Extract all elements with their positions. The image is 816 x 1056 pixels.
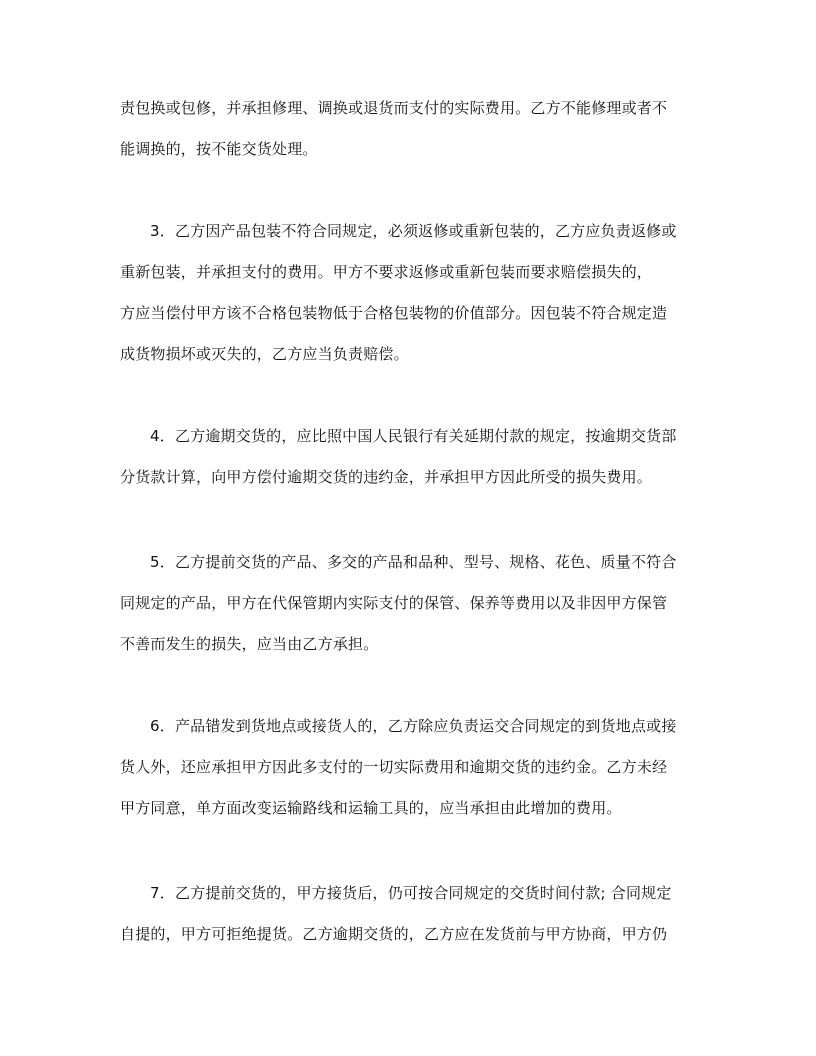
text-line: 甲方同意，单方面改变运输路线和运输工具的，应当承担由此增加的费用。 — [120, 799, 622, 817]
text-line: 货人外，还应承担甲方因此多支付的一切实际费用和逾期交货的违约金。乙方未经 — [120, 758, 668, 776]
clause-7-line: 7．乙方提前交货的，甲方接货后，仍可按合同规定的交货时间付款; 合同规定 — [150, 884, 672, 902]
text-line: 同规定的产品，甲方在代保管期内实际支付的保管、保养等费用以及非因甲方保管 — [120, 594, 668, 612]
text-line: 责包换或包修，并承担修理、调换或退货而支付的实际费用。乙方不能修理或者不 — [120, 99, 668, 117]
text-line: 能调换的，按不能交货处理。 — [120, 140, 318, 158]
clause-5-line: 5．乙方提前交货的产品、多交的产品和品种、型号、规格、花色、质量不符合 — [150, 553, 677, 571]
clause-6-line: 6．产品错发到货地点或接货人的，乙方除应负责运交合同规定的到货地点或接 — [150, 717, 677, 735]
text-line: 方应当偿付甲方该不合格包装物低于合格包装物的价值部分。因包装不符合规定造 — [120, 304, 668, 322]
text-line: 自提的，甲方可拒绝提货。乙方逾期交货的，乙方应在发货前与甲方协商，甲方仍 — [120, 925, 668, 943]
text-line: 分货款计算，向甲方偿付逾期交货的违约金，并承担甲方因此所受的损失费用。 — [120, 468, 653, 486]
text-line: 成货物损坏或灭失的，乙方应当负责赔偿。 — [120, 345, 409, 363]
clause-4-line: 4．乙方逾期交货的，应比照中国人民银行有关延期付款的规定，按逾期交货部 — [150, 427, 677, 445]
text-line: 重新包装，并承担支付的费用。甲方不要求返修或重新包装而要求赔偿损失的， — [120, 263, 653, 281]
text-line: 不善而发生的损失，应当由乙方承担。 — [120, 635, 379, 653]
clause-3-line: 3．乙方因产品包装不符合同规定，必须返修或重新包装的，乙方应负责返修或 — [150, 222, 677, 240]
